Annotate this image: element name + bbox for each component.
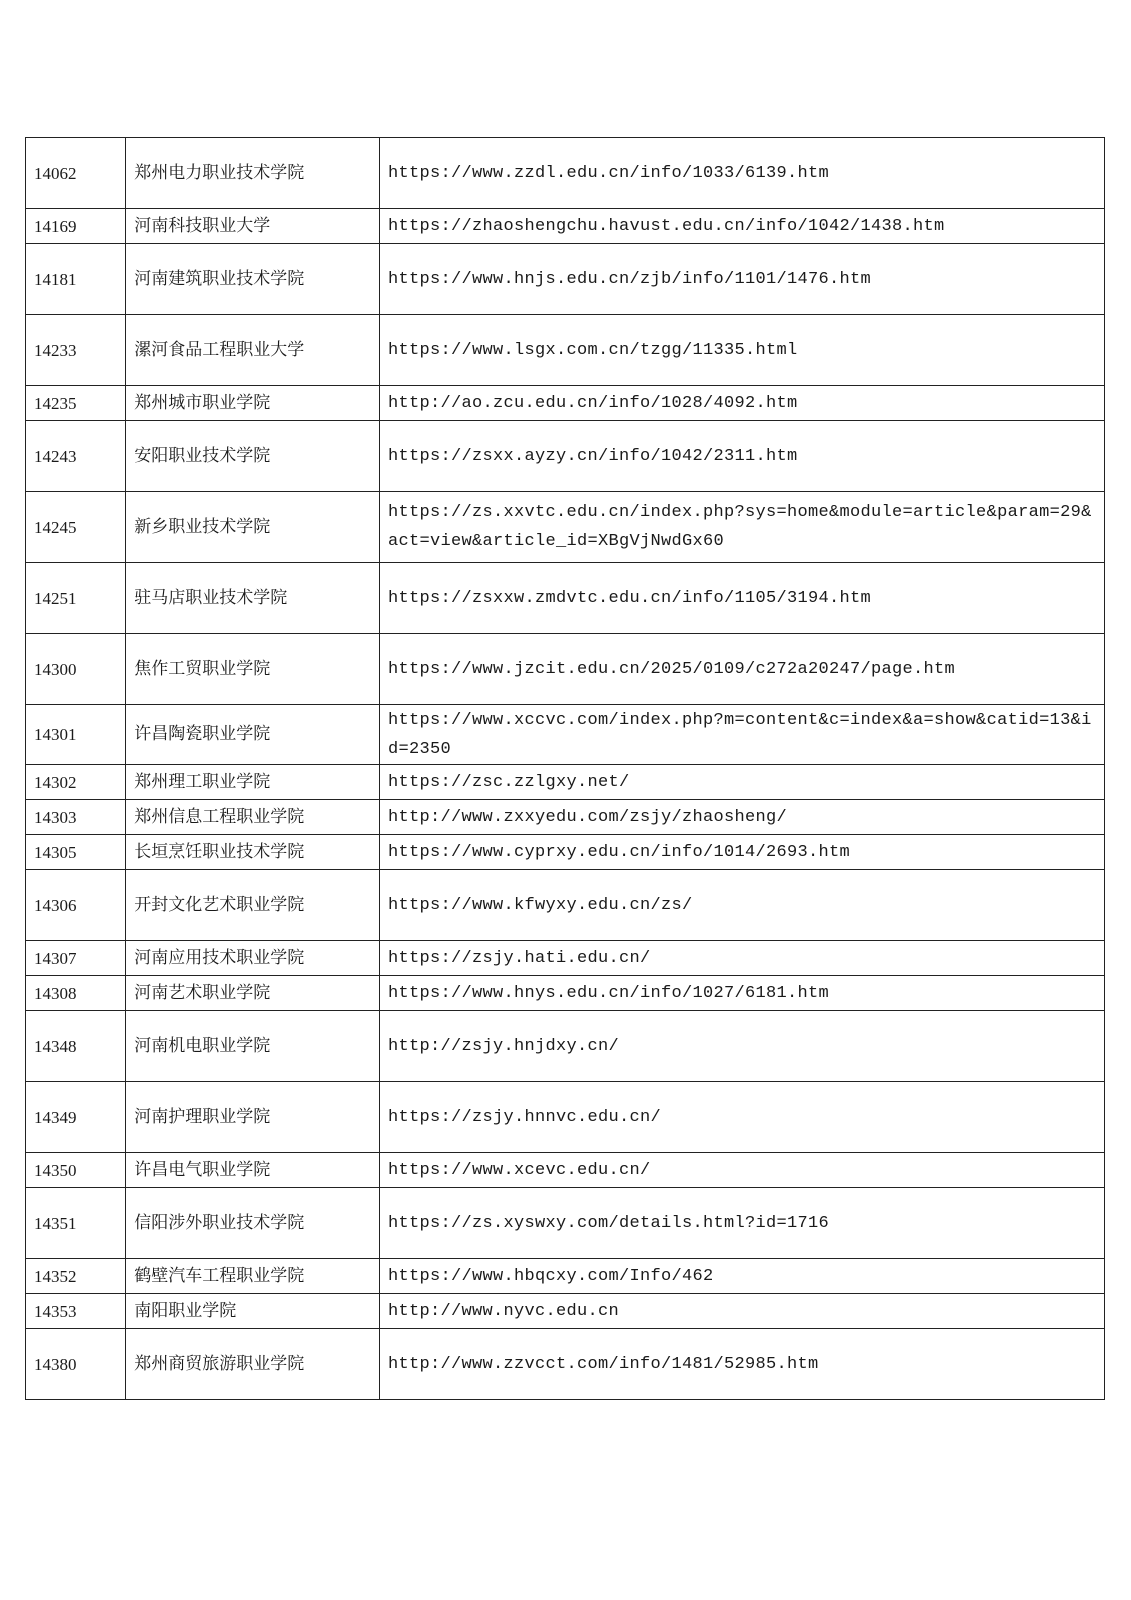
college-name-cell: 焦作工贸职业学院: [126, 634, 380, 705]
admission-url-cell[interactable]: https://www.cyprxy.edu.cn/info/1014/2693.htm: [379, 835, 1104, 870]
admission-url-cell[interactable]: https://zsxx.ayzy.cn/info/1042/2311.htm: [379, 421, 1104, 492]
admission-url-cell[interactable]: https://zsjy.hnnvc.edu.cn/: [379, 1082, 1104, 1153]
college-name-cell: 许昌电气职业学院: [126, 1153, 380, 1188]
college-name-cell: 郑州信息工程职业学院: [126, 800, 380, 835]
college-name-cell: 安阳职业技术学院: [126, 421, 380, 492]
table-row: [26, 1329, 1105, 1400]
college-name-cell: 新乡职业技术学院: [126, 492, 380, 563]
table-row: [26, 870, 1105, 941]
admission-url-cell[interactable]: http://ao.zcu.edu.cn/info/1028/4092.htm: [379, 386, 1104, 421]
admission-url-cell[interactable]: https://www.xcevc.edu.cn/: [379, 1153, 1104, 1188]
admission-url-cell[interactable]: https://www.hnjs.edu.cn/zjb/info/1101/1476.htm: [379, 244, 1104, 315]
college-code-cell: 14351: [26, 1188, 126, 1259]
college-name-cell: 鹤壁汽车工程职业学院: [126, 1259, 380, 1294]
college-name-cell: 郑州城市职业学院: [126, 386, 380, 421]
college-code-cell: 14308: [26, 976, 126, 1011]
table-row: [26, 1188, 1105, 1259]
college-name-cell: 长垣烹饪职业技术学院: [126, 835, 380, 870]
table-row: [26, 765, 1105, 800]
college-name-cell: 河南科技职业大学: [126, 209, 380, 244]
college-name-cell: 开封文化艺术职业学院: [126, 870, 380, 941]
admission-url-cell[interactable]: https://www.lsgx.com.cn/tzgg/11335.html: [379, 315, 1104, 386]
table-row: [26, 421, 1105, 492]
college-code-cell: 14245: [26, 492, 126, 563]
table-row: [26, 315, 1105, 386]
admission-url-cell[interactable]: https://www.zzdl.edu.cn/info/1033/6139.htm: [379, 138, 1104, 209]
admission-url-cell[interactable]: https://www.hbqcxy.com/Info/462: [379, 1259, 1104, 1294]
college-name-cell: 南阳职业学院: [126, 1294, 380, 1329]
table-body: [26, 138, 1105, 1400]
college-code-cell: 14243: [26, 421, 126, 492]
table-row: [26, 634, 1105, 705]
table-row: [26, 563, 1105, 634]
admission-url-cell[interactable]: https://zs.xxvtc.edu.cn/index.php?sys=home&module=article&param=29&act=view&article_id=XBgVjNwdGx60: [379, 492, 1104, 563]
table-row: [26, 800, 1105, 835]
admission-url-cell[interactable]: https://zsjy.hati.edu.cn/: [379, 941, 1104, 976]
college-code-cell: 14353: [26, 1294, 126, 1329]
table-row: [26, 1153, 1105, 1188]
table-row: [26, 138, 1105, 209]
college-name-cell: 河南应用技术职业学院: [126, 941, 380, 976]
college-code-cell: 14251: [26, 563, 126, 634]
admission-url-cell[interactable]: http://www.zxxyedu.com/zsjy/zhaosheng/: [379, 800, 1104, 835]
college-code-cell: 14233: [26, 315, 126, 386]
college-url-table: [25, 137, 1105, 1400]
college-name-cell: 河南机电职业学院: [126, 1011, 380, 1082]
admission-url-cell[interactable]: https://www.kfwyxy.edu.cn/zs/: [379, 870, 1104, 941]
table-row: [26, 705, 1105, 765]
college-code-cell: 14181: [26, 244, 126, 315]
admission-url-cell[interactable]: http://zsjy.hnjdxy.cn/: [379, 1011, 1104, 1082]
college-name-cell: 郑州电力职业技术学院: [126, 138, 380, 209]
college-name-cell: 郑州商贸旅游职业学院: [126, 1329, 380, 1400]
college-code-cell: 14349: [26, 1082, 126, 1153]
table-row: [26, 244, 1105, 315]
college-name-cell: 许昌陶瓷职业学院: [126, 705, 380, 765]
table-row: [26, 386, 1105, 421]
table-row: [26, 1011, 1105, 1082]
college-name-cell: 河南艺术职业学院: [126, 976, 380, 1011]
college-code-cell: 14348: [26, 1011, 126, 1082]
admission-url-cell[interactable]: http://www.nyvc.edu.cn: [379, 1294, 1104, 1329]
table-row: [26, 1259, 1105, 1294]
admission-url-cell[interactable]: http://www.zzvcct.com/info/1481/52985.htm: [379, 1329, 1104, 1400]
college-name-cell: 河南护理职业学院: [126, 1082, 380, 1153]
college-name-cell: 郑州理工职业学院: [126, 765, 380, 800]
admission-url-cell[interactable]: https://www.hnys.edu.cn/info/1027/6181.htm: [379, 976, 1104, 1011]
table-row: [26, 1082, 1105, 1153]
table-row: [26, 209, 1105, 244]
college-code-cell: 14380: [26, 1329, 126, 1400]
college-name-cell: 漯河食品工程职业大学: [126, 315, 380, 386]
college-code-cell: 14305: [26, 835, 126, 870]
admission-url-cell[interactable]: https://zhaoshengchu.havust.edu.cn/info/1042/1438.htm: [379, 209, 1104, 244]
college-code-cell: 14307: [26, 941, 126, 976]
admission-url-cell[interactable]: https://zsxxw.zmdvtc.edu.cn/info/1105/3194.htm: [379, 563, 1104, 634]
table-row: [26, 1294, 1105, 1329]
college-code-cell: 14300: [26, 634, 126, 705]
college-code-cell: 14301: [26, 705, 126, 765]
table-row: [26, 941, 1105, 976]
college-code-cell: 14062: [26, 138, 126, 209]
table-row: [26, 976, 1105, 1011]
college-code-cell: 14352: [26, 1259, 126, 1294]
college-name-cell: 河南建筑职业技术学院: [126, 244, 380, 315]
college-code-cell: 14303: [26, 800, 126, 835]
college-code-cell: 14169: [26, 209, 126, 244]
table-row: [26, 835, 1105, 870]
admission-url-cell[interactable]: https://zsc.zzlgxy.net/: [379, 765, 1104, 800]
admission-url-cell[interactable]: https://www.jzcit.edu.cn/2025/0109/c272a20247/page.htm: [379, 634, 1104, 705]
college-code-cell: 14302: [26, 765, 126, 800]
college-name-cell: 驻马店职业技术学院: [126, 563, 380, 634]
college-code-cell: 14235: [26, 386, 126, 421]
college-code-cell: 14306: [26, 870, 126, 941]
admission-url-cell[interactable]: https://zs.xyswxy.com/details.html?id=1716: [379, 1188, 1104, 1259]
college-name-cell: 信阳涉外职业技术学院: [126, 1188, 380, 1259]
table-row: [26, 492, 1105, 563]
college-code-cell: 14350: [26, 1153, 126, 1188]
admission-url-cell[interactable]: https://www.xccvc.com/index.php?m=content&c=index&a=show&catid=13&id=2350: [379, 705, 1104, 765]
